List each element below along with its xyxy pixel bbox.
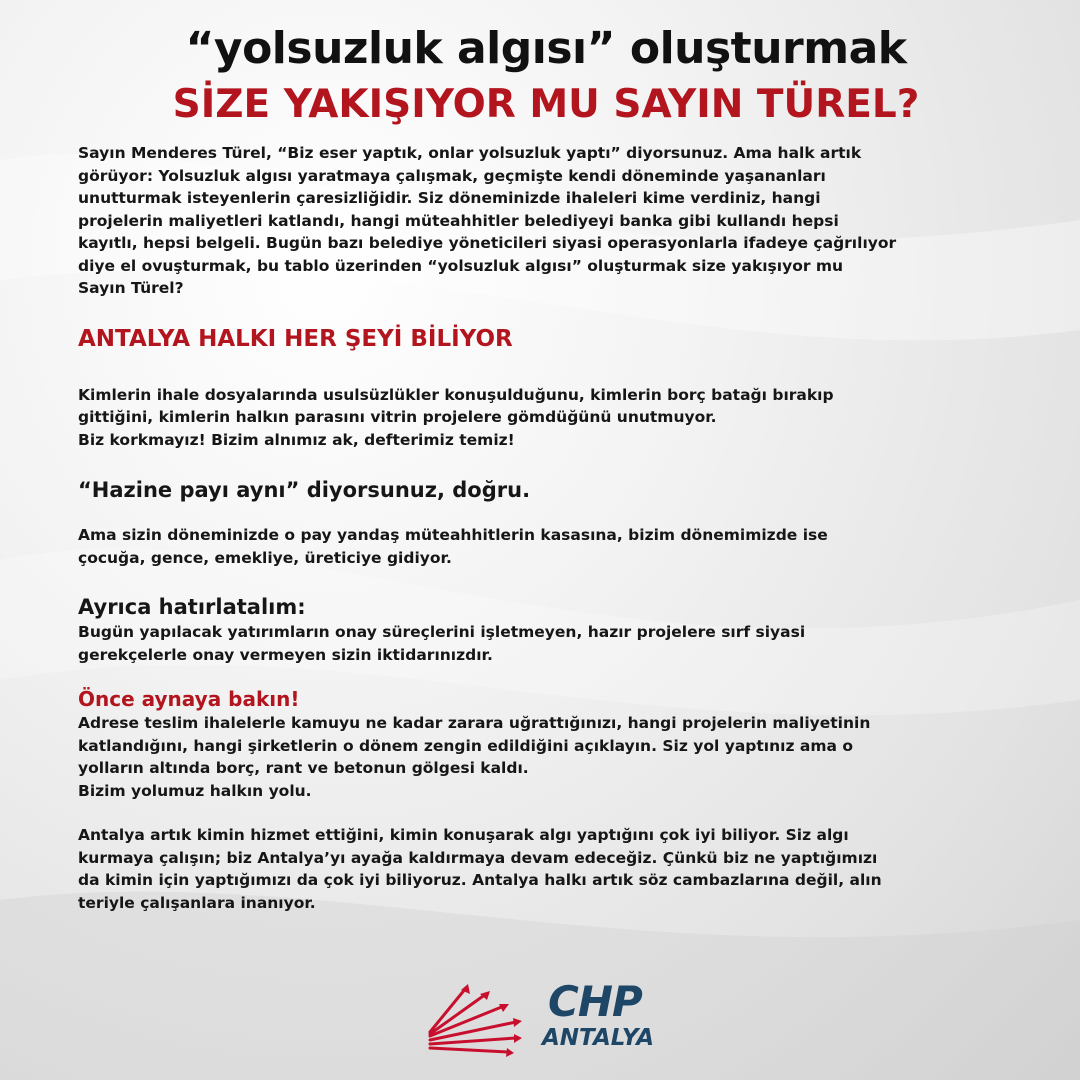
statement-poster [78,22,1014,914]
six-arrows-icon [424,982,529,1058]
section-line: yolların altında borç, rant ve betonun gölgesi kaldı. [78,759,529,777]
section-heading-ayna: Önce aynaya bakın! [78,687,300,711]
section-line: gerekçelerle onay vermeyen sizin iktidarınızdır. [78,645,493,664]
chp-antalya-logo [424,977,664,1058]
section-line: Bugün yapılacak yatırımların onay süreçlerini işletmeyen, hazır projelere sırf siyasi [78,623,806,641]
section-line: Ama sizin döneminizde o pay yandaş müteahhitlerin kasasına, bizim dönemimizde ise [78,526,828,544]
intro-line: unutturmak isteyenlerin çaresizliğidir. Siz döneminizde ihaleleri kime verdiniz, hangi [78,189,821,207]
section-line: katlandığını, hangi şirketlerin o dönem zengin edildiğini açıklayın. Siz yol yaptınız ama o [78,736,853,755]
closing-line: Antalya artık kimin hizmet ettiğini, kimin konuşarak algı yaptığını çok iyi biliyor. Siz algı [78,826,849,844]
section-antalya-paragraph [78,384,1014,452]
page-subtitle: SİZE YAKIŞIYOR MU SAYIN TÜREL? [172,82,920,127]
section-line: çocuğa, gence, emekliye, üreticiye gidiyor. [78,548,452,567]
section-line: gittiğini, kimlerin halkın parasını vitrin projelere gömdüğünü unutmuyor. [78,408,717,426]
section-hatirlatalim-paragraph [78,621,1014,666]
closing-line: kurmaya çalışın; biz Antalya’yı ayağa kaldırmaya devam edeceğiz. Çünkü biz ne yaptığımızı [78,848,878,867]
section-line: Bizim yolumuz halkın yolu. [78,781,312,800]
section-ayna-paragraph [78,712,1014,802]
section-heading-hazine: “Hazine payı aynı” diyorsunuz, doğru. [78,478,531,502]
section-line: Adrese teslim ihalelerle kamuyu ne kadar zarara uğrattığınızı, hangi projelerin maliyetinin [78,714,871,732]
section-heading-hatirlatalim: Ayrıca hatırlatalım: [78,595,306,619]
section-heading-antalya: ANTALYA HALKI HER ŞEYİ BİLİYOR [78,325,513,352]
intro-line: Sayın Menderes Türel, “Biz eser yaptık, onlar yolsuzluk yaptı” diyorsunuz. Ama halk artık [78,144,862,162]
logo-city-name: ANTALYA [542,1025,655,1051]
intro-line: görüyor: Yolsuzluk algısı yaratmaya çalışmak, geçmişte kendi döneminde yaşananları [78,166,826,185]
intro-line: kayıtlı, hepsi belgeli. Bugün bazı belediye yöneticileri siyasi operasyonlarla ifadeye çağrılıyor [78,234,897,252]
section-line: Kimlerin ihale dosyalarında usulsüzlükler konuşulduğunu, kimlerin borç batağı bırakıp [78,385,834,404]
section-hazine-paragraph [78,524,1014,569]
page-title: “yolsuzluk algısı” oluşturmak [185,23,907,74]
intro-line: diye el ovuşturmak, bu tablo üzerinden “yolsuzluk algısı” oluşturmak size yakışıyor mu [78,256,844,275]
intro-paragraph [78,142,1014,300]
section-line: Biz korkmayız! Bizim alnımız ak, defterimiz temiz! [78,430,515,449]
closing-paragraph [78,824,1014,914]
closing-line: da kimin için yaptığımızı da çok iyi biliyoruz. Antalya halkı artık söz cambazlarına değil, alın [78,871,882,889]
intro-line: Sayın Türel? [78,279,184,297]
intro-line: projelerin maliyetleri katlandı, hangi müteahhitler belediyeyi banka gibi kullandı hepsi [78,211,839,230]
closing-line: teriyle çalışanlara inanıyor. [78,893,316,912]
logo-party-name: CHP [548,977,642,1026]
